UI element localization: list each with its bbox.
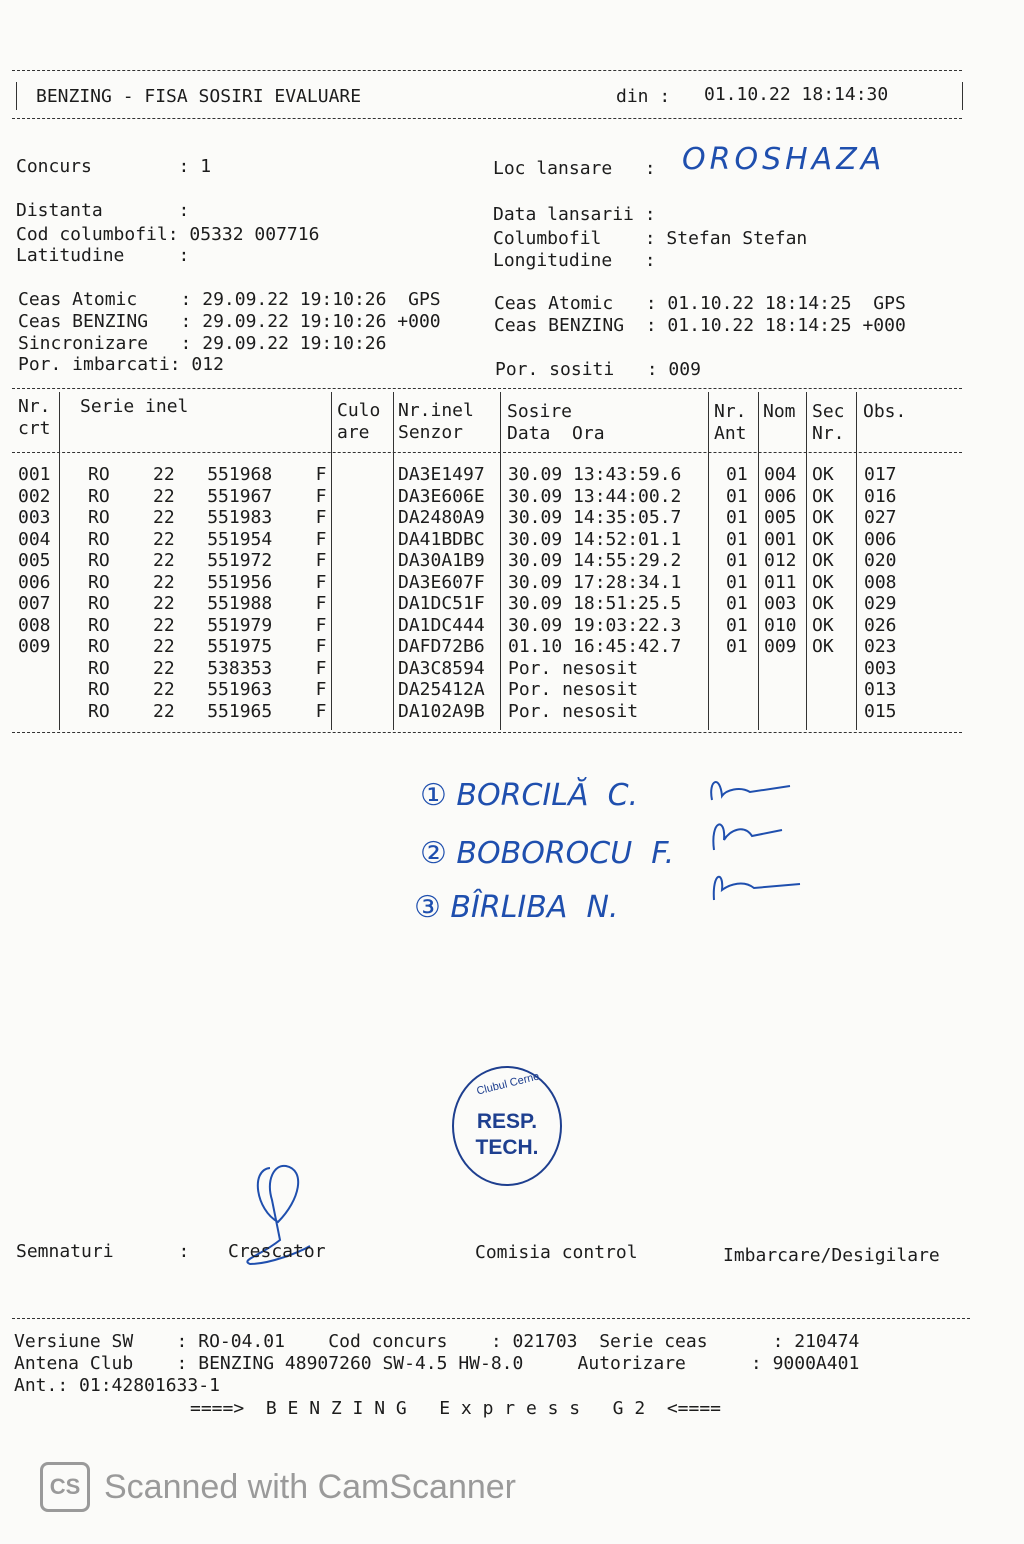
row-senzor: DA30A1B9 (398, 550, 485, 571)
col-sep-2 (331, 392, 332, 730)
row-obs: 017 (864, 464, 897, 485)
handwritten-initials (700, 760, 810, 920)
row-serie: RO 22 551965 F (88, 700, 327, 722)
row-serie: RO 22 551983 F (88, 507, 327, 528)
signature-imbarcare: Imbarcare/Desigilare (723, 1245, 940, 1266)
row-sosire: 30.09 14:35:05.7 (508, 507, 682, 528)
th-sec: Sec Nr. (812, 401, 845, 444)
col-sep-4 (500, 392, 501, 730)
row-obs: 015 (864, 700, 897, 722)
table-bottom-rule (12, 732, 962, 733)
row-serie: RO 22 551956 F (88, 571, 327, 593)
row-serie: RO 22 538353 F (88, 657, 327, 679)
th-ant: Nr. Ant (714, 401, 747, 444)
row-senzor: DA102A9B (398, 700, 485, 722)
row-nr: 003 (18, 507, 51, 528)
row-sosire: 30.09 19:03:22.3 (508, 614, 682, 636)
row-serie: RO 22 551979 F (88, 614, 327, 636)
row-ant: 01 (726, 507, 748, 528)
columbofil: Columbofil : Stefan Stefan (493, 228, 808, 249)
row-sec: OK (812, 571, 834, 593)
row-obs: 020 (864, 550, 897, 571)
col-sep-7 (806, 392, 807, 730)
th-obs: Obs. (863, 401, 907, 422)
stamp-line-1: RESP. (476, 1110, 538, 1133)
row-sec: OK (812, 614, 834, 636)
th-nr: Nr. crt (18, 396, 51, 439)
row-senzor: DA1DC51F (398, 593, 485, 614)
ceas-atomic-left: Ceas Atomic : 29.09.22 19:10:26 GPS (18, 289, 441, 310)
footer-line-2: Antena Club : BENZING 48907260 SW-4.5 HW-8.0 Autorizare : 9000A401 (14, 1353, 860, 1374)
col-sep-8 (856, 392, 857, 730)
header-din-value: 01.10.22 18:14:30 (704, 84, 889, 105)
header-title: BENZING - FISA SOSIRI EVALUARE (36, 86, 362, 107)
row-senzor: DA41BDBC (398, 528, 485, 550)
por-sositi: Por. sositi : 009 (495, 359, 701, 380)
longitudine: Longitudine : (493, 250, 656, 271)
th-culoare: Culo are (337, 400, 381, 443)
row-ant: 01 (726, 528, 748, 550)
row-nom: 011 (764, 571, 797, 593)
row-senzor: DA3E607F (398, 571, 485, 593)
row-sec: OK (812, 485, 834, 507)
row-obs: 027 (864, 507, 897, 528)
row-obs: 006 (864, 528, 897, 550)
row-sec: OK (812, 550, 834, 571)
row-sosire: 30.09 14:52:01.1 (508, 528, 682, 550)
row-senzor: DA3E606E (398, 485, 485, 507)
header-din-label: din : (616, 86, 671, 107)
ceas-benzing-left: Ceas BENZING : 29.09.22 19:10:26 +000 (18, 311, 441, 332)
row-serie: RO 22 551988 F (88, 593, 327, 614)
row-obs: 013 (864, 679, 897, 700)
row-nr: 002 (18, 485, 51, 507)
row-obs: 016 (864, 485, 897, 507)
row-serie: RO 22 551972 F (88, 550, 327, 571)
row-obs: 008 (864, 571, 897, 593)
data-lansarii: Data lansarii : (493, 204, 656, 225)
row-senzor: DA1DC444 (398, 614, 485, 636)
row-serie: RO 22 551967 F (88, 485, 327, 507)
handwritten-line-2: ② BOBOROCU F. (420, 836, 675, 871)
col-sep-1 (59, 392, 60, 730)
col-sep-3 (393, 392, 394, 730)
row-sosire: 30.09 14:55:29.2 (508, 550, 682, 571)
row-nom: 010 (764, 614, 797, 636)
row-ant: 01 (726, 593, 748, 614)
header-bottom-rule (12, 118, 962, 119)
row-ant: 01 (726, 550, 748, 571)
row-sec: OK (812, 507, 834, 528)
row-nom: 004 (764, 464, 797, 485)
row-obs: 023 (864, 636, 897, 657)
row-sec: OK (812, 464, 834, 485)
loc-lansare-handwritten: OROSHAZA (682, 142, 886, 177)
handwritten-line-3: ③ BÎRLIBA N. (414, 890, 619, 925)
row-ant: 01 (726, 571, 748, 593)
row-obs: 029 (864, 593, 897, 614)
row-senzor: DA25412A (398, 679, 485, 700)
camscanner-text: Scanned with CamScanner (104, 1467, 517, 1506)
header-left-border (16, 82, 17, 110)
row-sec: OK (812, 593, 834, 614)
row-senzor: DAFD72B6 (398, 636, 485, 657)
footer-line-4: ====> B E N Z I N G E x p r e s s G 2 <==== (190, 1398, 722, 1419)
row-nom: 006 (764, 485, 797, 507)
club-stamp (452, 1066, 562, 1186)
stamp-line-2: TECH. (475, 1136, 539, 1159)
row-ant: 01 (726, 636, 748, 657)
camscanner-logo-icon: CS (40, 1462, 90, 1512)
stamp-arc-text: Clubul Cerne (475, 1070, 541, 1098)
row-senzor: DA3C8594 (398, 657, 485, 679)
row-sosire: 30.09 13:43:59.6 (508, 464, 682, 485)
row-nom: 001 (764, 528, 797, 550)
row-serie: RO 22 551954 F (88, 528, 327, 550)
row-obs: 003 (864, 657, 897, 679)
col-sep-5 (708, 392, 709, 730)
row-sosire: 30.09 17:28:34.1 (508, 571, 682, 593)
row-obs: 026 (864, 614, 897, 636)
loc-lansare-label: Loc lansare : (493, 158, 656, 179)
row-serie: RO 22 551968 F (88, 464, 327, 485)
signature-crescator: Crescator (228, 1241, 326, 1262)
row-ant: 01 (726, 464, 748, 485)
header-right-border (962, 82, 963, 110)
row-nr: 001 (18, 464, 51, 485)
row-nr: 007 (18, 593, 51, 614)
table-header-rule (12, 452, 962, 453)
ceas-atomic-right: Ceas Atomic : 01.10.22 18:14:25 GPS (494, 293, 906, 314)
camscanner-watermark (40, 1462, 516, 1512)
ceas-benzing-right: Ceas BENZING : 01.10.22 18:14:25 +000 (494, 315, 906, 336)
row-nom: 005 (764, 507, 797, 528)
row-nom: 009 (764, 636, 797, 657)
signatures-label: Semnaturi : (16, 1241, 190, 1262)
footer-line-1: Versiune SW : RO-04.01 Cod concurs : 021703 Serie ceas : 210474 (14, 1331, 860, 1352)
row-nr: 008 (18, 614, 51, 636)
th-nom: Nom (763, 401, 796, 422)
row-sosire: Por. nesosit (508, 679, 639, 700)
latitudine: Latitudine : (16, 245, 190, 266)
th-nrinel: Nr.inel Senzor (398, 400, 474, 443)
row-sec: OK (812, 636, 834, 657)
row-nr: 004 (18, 528, 51, 550)
row-sec: OK (812, 528, 834, 550)
row-sosire: 30.09 18:51:25.5 (508, 593, 682, 614)
row-nr: 005 (18, 550, 51, 571)
row-sosire: 01.10 16:45:42.7 (508, 636, 682, 657)
row-nr: 006 (18, 571, 51, 593)
row-sosire: Por. nesosit (508, 700, 639, 722)
footer-line-3: Ant.: 01:42801633-1 (14, 1375, 220, 1396)
table-top-rule (12, 388, 962, 389)
row-nom: 003 (764, 593, 797, 614)
row-serie: RO 22 551963 F (88, 679, 327, 700)
concurs: Concurs : 1 (16, 156, 212, 177)
row-sosire: Por. nesosit (508, 657, 639, 679)
por-imbarcati: Por. imbarcati: 012 (18, 354, 224, 375)
row-nr: 009 (18, 636, 51, 657)
row-senzor: DA3E1497 (398, 464, 485, 485)
cod-columbofil: Cod columbofil: 05332 007716 (16, 224, 320, 245)
row-serie: RO 22 551975 F (88, 636, 327, 657)
th-serie: Serie inel (80, 396, 189, 417)
header-top-rule (12, 70, 962, 71)
row-senzor: DA2480A9 (398, 507, 485, 528)
handwritten-line-1: ① BORCILĂ C. (420, 778, 639, 813)
col-sep-6 (758, 392, 759, 730)
distanta: Distanta : (16, 200, 190, 221)
th-sosire: Sosire Data Ora (507, 401, 605, 444)
row-sosire: 30.09 13:44:00.2 (508, 485, 682, 507)
footer-rule (12, 1318, 970, 1319)
signature-comisia: Comisia control (475, 1242, 638, 1263)
sincronizare: Sincronizare : 29.09.22 19:10:26 (18, 333, 387, 354)
row-ant: 01 (726, 485, 748, 507)
row-nom: 012 (764, 550, 797, 571)
row-ant: 01 (726, 614, 748, 636)
